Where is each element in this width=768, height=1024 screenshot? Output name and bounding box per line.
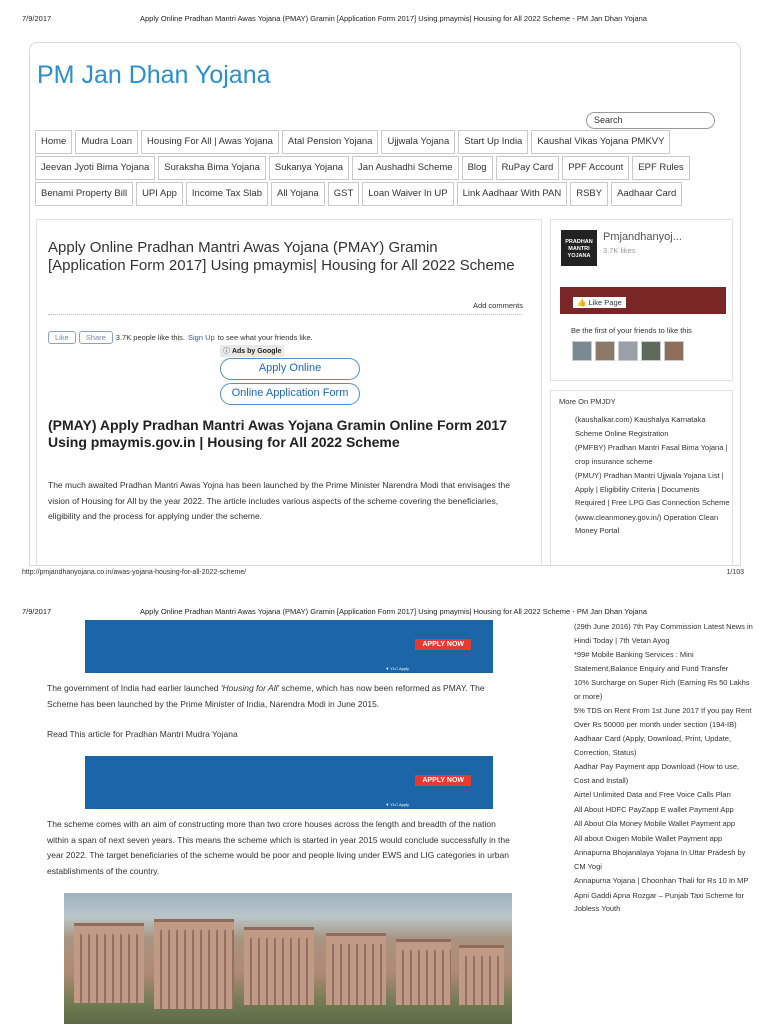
sidebar-link[interactable]: Annapurna Bhojanalaya Yojana In Uttar Pradesh by CM Yogi [574,848,746,871]
fb-page-name[interactable]: Pmjandhanyoj... [603,231,682,243]
sidebar-link[interactable]: Aadhar Pay Payment app Download (How to use, Cost and Install) [574,762,740,785]
sidebar-link[interactable]: (kaushalkar.com) Kaushalya Karnataka Scheme Online Registration [575,415,706,438]
ads-by-google-label: ⓘ Ads by Google [220,345,284,357]
nav-tab[interactable]: Link Aadhaar With PAN [457,182,568,206]
nav-tab[interactable]: RSBY [570,182,608,206]
signup-suffix: to see what your friends like. [217,333,313,342]
apply-now-button[interactable]: APPLY NOW [415,775,471,786]
nav-tab[interactable]: Housing For All | Awas Yojana [141,130,279,154]
add-comments-link[interactable]: Add comments [472,301,523,310]
print-date: 7/9/2017 [22,14,52,23]
divider [48,314,522,315]
like-page-button[interactable] [573,297,626,308]
sidebar-link[interactable]: 5% TDS on Rent From 1st June 2017 If you pay Rent Over Rs 50000 per month under section (194-IB) [574,706,752,729]
ads-by-text: Ads by Google [231,348,282,355]
page-frame [29,42,741,566]
nav-tab[interactable]: Ujjwala Yojana [381,130,455,154]
sidebar-link[interactable]: 10% Surcharge on Super Rich (Earning Rs 50 Lakhs or more) [574,678,750,701]
print-page-title: Apply Online Pradhan Mantri Awas Yojana (PMAY) Gramin [Application Form 2017] Using pmaymis| Housing for All 2022 Scheme - PM Jan Dhan Yojana [140,14,647,23]
article-intro: The much awaited Pradhan Mantri Awas Yojna has been launched by the Prime Minister Narendra Modi that envisages the vision of Housing for All by the year 2022. The article includes various aspects of the scheme covering the beneficiaries, eligibility and the process for applying under the scheme. [48,480,510,521]
sidebar-link[interactable]: (PMFBY) Pradhan Mantri Fasal Bima Yojana | crop insurance scheme [575,443,728,466]
sidebar-link[interactable]: (www.cleanmoney.gov.in/) Operation Clean Money Portal [575,512,719,535]
print-header [0,14,768,28]
nav-tab[interactable]: Mudra Loan [75,130,138,154]
nav-tab[interactable]: UPI App [136,182,183,206]
ad-banner[interactable] [85,756,493,809]
nav-row [35,156,725,180]
avatar[interactable] [664,341,684,361]
print-header [0,607,768,621]
text: scheme, which has now been reformed as PMAY. The Scheme has been launched by the Prime Minister of India, Narendra Modi in June 2015. [47,683,485,709]
like-button[interactable]: Like [48,331,76,344]
post-title: Apply Online Pradhan Mantri Awas Yojana (PMAY) Gramin [Application Form 2017] Using pmaymis| Housing for All 2022 Scheme [48,239,515,274]
thumbs-up-icon: 👍 [577,298,589,307]
nav-tab[interactable]: All Yojana [271,182,325,206]
nav-tab[interactable]: GST [328,182,360,206]
nav-tab[interactable]: Start Up India [458,130,528,154]
ad-banner[interactable] [85,620,493,673]
apply-now-button[interactable]: APPLY NOW [415,639,471,650]
nav-tab[interactable]: Suraksha Bima Yojana [158,156,266,180]
facebook-page-widget [550,219,733,381]
nav-tab[interactable]: Jeevan Jyoti Bima Yojana [35,156,155,180]
sidebar-link[interactable]: *99# Mobile Banking Services : Mini Statement,Balance Enquiry and Fund Transfer [574,650,729,673]
nav-tab[interactable]: Kaushal Vikas Yojana PMKVY [531,130,670,154]
like-page-label: Like Page [588,298,622,307]
more-on-pmjdy-widget [550,390,733,566]
sidebar-link-list [574,620,754,917]
housing-project-photo [64,893,512,1024]
nav-tab[interactable]: Home [35,130,72,154]
nav-tab[interactable]: RuPay Card [496,156,560,180]
facebook-like-bar [48,331,313,344]
page-logo: PRADHAN MANTRI YOJANA [561,230,597,266]
search-input[interactable]: Search [586,112,715,129]
sidebar-link[interactable]: Annapurna Yojana | Choonhan Thali for Rs 10 In MP [574,876,749,885]
sidebar-link[interactable]: All About Ola Money Mobile Wallet Payment app [574,819,736,828]
widget-title: More On PMJDY [559,397,616,406]
sidebar-link[interactable]: All about Oxigen Mobile Wallet Payment app [574,833,723,843]
ad-tag: ▼ YLC Apply [385,666,409,671]
sidebar-link[interactable]: (PMUY) Pradhan Mantri Ujjwala Yojana List | Apply | Eligibility Criteria | Documents Required | Free LPG Gas Connection Scheme [575,471,730,507]
nav-row [35,130,725,154]
nav-tab[interactable]: Jan Aushadhi Scheme [352,156,459,180]
fb-friends-text: Be the first of your friends to like this [571,326,692,335]
nav-tab[interactable]: Income Tax Slab [186,182,268,206]
avatar[interactable] [572,341,592,361]
sidebar-link[interactable]: All About HDFC PayZapp E wallet Payment App [574,804,734,814]
nav-row [35,182,725,206]
text: The government of India had earlier launched [47,683,221,693]
nav-tab[interactable]: Loan Waiver In UP [362,182,453,206]
nav-tab[interactable]: Atal Pension Yojana [282,130,379,154]
main-nav [35,130,725,208]
sidebar-link[interactable]: Airtel Unlimited Data and Free Voice Calls Plan [574,790,731,799]
fb-likes-count: 3.7K likes [603,246,636,255]
site-title[interactable]: PM Jan Dhan Yojana [37,61,271,89]
sidebar-link[interactable]: (29th June 2016) 7th Pay Commission Latest News in Hindi Today | 7th Vetan Ayog [574,622,753,645]
nav-tab[interactable]: PPF Account [562,156,629,180]
nav-tab[interactable]: Aadhaar Card [611,182,682,206]
italic-text: 'Housing for All' [220,683,280,693]
nav-tab[interactable]: Benami Property Bill [35,182,133,206]
post-content [36,219,542,566]
sidebar-link[interactable]: Apni Gaddi Apna Rozgar – Punjab Taxi Scheme for Jobless Youth [574,890,744,913]
article-heading: (PMAY) Apply Pradhan Mantri Awas Yojana Gramin Online Form 2017 Using pmaymis.gov.in | Housing for All 2022 Scheme [48,417,508,450]
share-button[interactable]: Share [79,331,113,344]
apply-online-button[interactable]: Apply Online [220,358,360,380]
print-page-number: 1/103 [726,569,744,576]
paragraph: The scheme comes with an aim of constructing more than two crore houses across the length and breadth of the nation within a span of next seven years. This means the scheme which is started in year 2015 would conclude successfully in the year 2022. The target beneficiaries of the scheme would be poor and people living under EWS and LIG categories in urban establishments of the country. [47,819,510,876]
nav-tab[interactable]: Blog [462,156,493,180]
more-links-list [575,413,730,539]
sidebar-link[interactable]: Aadhaar Card (Apply, Download, Print, Update, Correction, Status) [574,734,732,757]
avatar[interactable] [595,341,615,361]
print-url: http://pmjandhanyojana.co.in/awas-yojana-housing-for-all-2022-scheme/ [22,569,247,576]
avatar[interactable] [641,341,661,361]
online-application-form-button[interactable]: Online Application Form [220,383,360,405]
avatar[interactable] [618,341,638,361]
friend-avatars [572,341,684,361]
signup-link[interactable]: Sign Up [188,333,215,342]
paragraph [47,681,517,712]
ad-tag: ▼ YLC Apply [385,802,409,807]
read-this-link[interactable]: Read This article for Pradhan Mantri Mudra Yojana [47,729,238,739]
print-page-title: Apply Online Pradhan Mantri Awas Yojana (PMAY) Gramin [Application Form 2017] Using pmaymis| Housing for All 2022 Scheme - PM Jan Dhan Yojana [140,607,647,616]
like-count-text: 3.7K people like this. [115,333,185,342]
nav-tab[interactable]: EPF Rules [632,156,689,180]
print-date: 7/9/2017 [22,607,52,616]
nav-tab[interactable]: Sukanya Yojana [269,156,349,180]
